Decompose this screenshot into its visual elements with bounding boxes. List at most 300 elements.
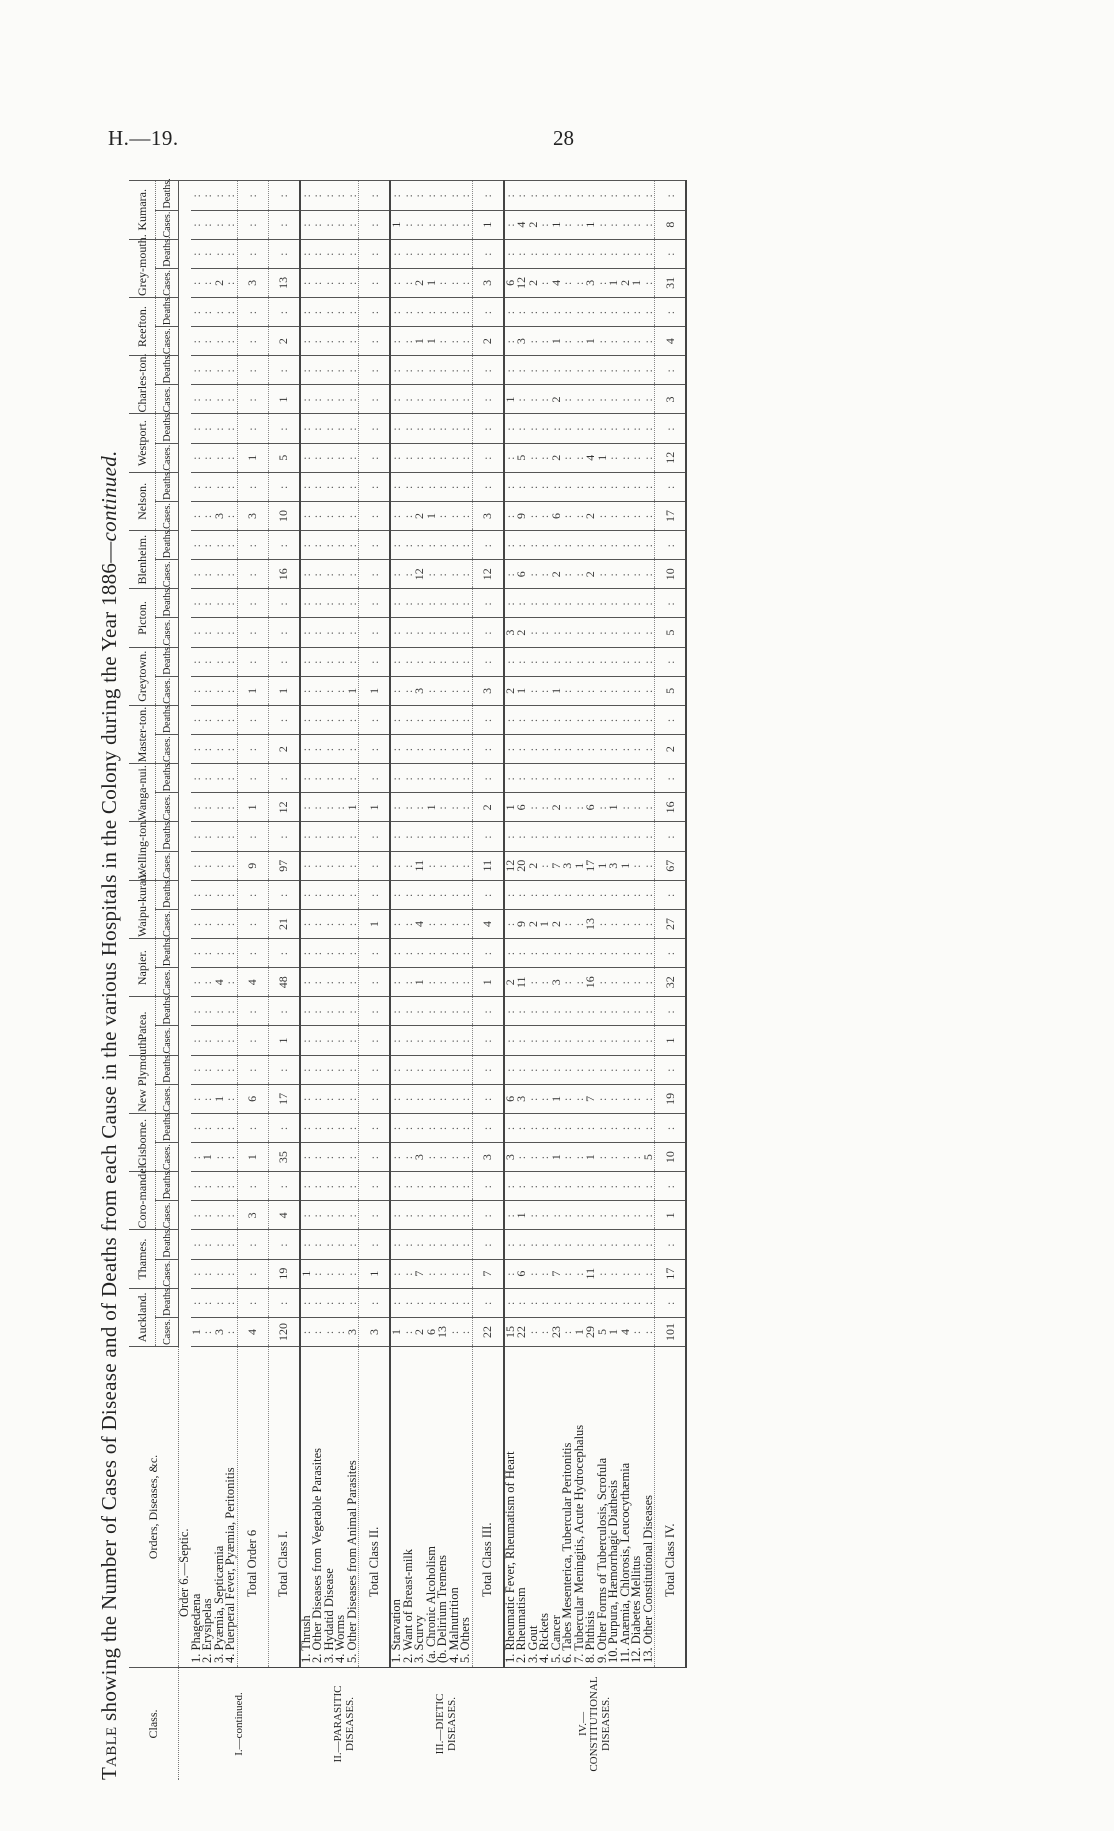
deaths-cell: : — [516, 1172, 528, 1201]
deaths-cell: : — [516, 764, 528, 793]
deaths-cell: : — [214, 239, 226, 268]
cases-cell: : — [643, 735, 655, 764]
cases-cell: : — [335, 385, 347, 414]
deaths-cell: : — [585, 1230, 597, 1259]
deaths-cell: : — [324, 1230, 336, 1259]
cases-cell: : — [324, 1259, 336, 1288]
cases-cell: 7 — [551, 1259, 563, 1288]
cases-cell: : — [620, 1026, 632, 1055]
deaths-cell: : — [528, 705, 540, 734]
deaths-cell: : — [390, 997, 403, 1026]
total-row — [359, 181, 391, 1781]
document-code: H.—19. — [108, 126, 179, 150]
deaths-cell: : — [539, 1230, 551, 1259]
cases-cell: 7 — [414, 1259, 426, 1288]
deaths-cell: : — [359, 1172, 391, 1201]
cases-cell: 2 — [551, 443, 563, 472]
cases-cell: 1 — [608, 268, 620, 297]
deaths-cell: : — [516, 181, 528, 211]
cases-cell: : — [237, 385, 268, 414]
deaths-cell: : — [449, 1113, 461, 1142]
deaths-cell: : — [312, 239, 324, 268]
cases-cell: : — [551, 735, 563, 764]
cases-cell: : — [202, 735, 214, 764]
deaths-cell: : — [655, 997, 687, 1026]
cases-cell: : — [574, 793, 586, 822]
cases-cell: : — [225, 1143, 237, 1172]
cases-cell: 13 — [585, 909, 597, 938]
cases-cell: 12 — [414, 560, 426, 589]
deaths-cell: : — [539, 181, 551, 211]
cases-cell: : — [539, 385, 551, 414]
cases-cell: 3 — [237, 268, 268, 297]
deaths-subheader: Deaths. — [156, 822, 179, 851]
deaths-cell: : — [268, 356, 300, 385]
cases-subheader: Cases. — [156, 1084, 179, 1113]
deaths-cell: : — [620, 531, 632, 560]
deaths-cell: : — [225, 880, 237, 909]
deaths-cell: : — [597, 239, 609, 268]
cases-cell: : — [225, 909, 237, 938]
deaths-cell: : — [528, 589, 540, 618]
order-label: Order 6.—Septic. — [179, 181, 191, 1668]
cases-cell: 12 — [504, 851, 517, 880]
cases-cell: : — [437, 1143, 449, 1172]
cases-cell: : — [631, 1201, 643, 1230]
deaths-cell: : — [608, 414, 620, 443]
cases-cell: : — [312, 676, 324, 705]
deaths-cell: : — [202, 239, 214, 268]
cases-cell: : — [643, 1201, 655, 1230]
deaths-cell: : — [359, 472, 391, 501]
deaths-cell: : — [562, 1055, 574, 1084]
cases-cell: 32 — [655, 968, 687, 997]
deaths-cell: : — [437, 414, 449, 443]
deaths-cell: : — [437, 1230, 449, 1259]
deaths-cell: : — [359, 1230, 391, 1259]
deaths-cell: : — [324, 414, 336, 443]
deaths-cell: : — [347, 939, 359, 968]
cases-cell: : — [403, 1026, 415, 1055]
cases-cell: : — [403, 501, 415, 530]
deaths-cell: : — [562, 822, 574, 851]
deaths-cell: : — [597, 880, 609, 909]
deaths-cell: : — [268, 647, 300, 676]
deaths-cell: : — [460, 997, 472, 1026]
cases-cell: : — [390, 327, 403, 356]
cases-cell: 1 — [237, 793, 268, 822]
cases-cell: 2 — [528, 851, 540, 880]
deaths-cell: : — [335, 414, 347, 443]
cases-cell: : — [202, 268, 214, 297]
deaths-cell: : — [472, 1113, 504, 1142]
cases-cell: 6 — [237, 1084, 268, 1113]
deaths-cell: : — [528, 414, 540, 443]
deaths-cell: : — [390, 705, 403, 734]
deaths-cell: : — [437, 1288, 449, 1317]
deaths-cell: : — [608, 822, 620, 851]
cases-cell: 6 — [504, 268, 517, 297]
cases-cell: 1 — [585, 1143, 597, 1172]
cases-cell: : — [324, 793, 336, 822]
deaths-cell: : — [562, 880, 574, 909]
cases-cell: 1 — [202, 1143, 214, 1172]
cases-cell: : — [347, 560, 359, 589]
cases-cell: 4 — [655, 327, 687, 356]
cases-subheader: Cases. — [156, 268, 179, 297]
cases-cell: : — [437, 210, 449, 239]
deaths-cell: : — [631, 181, 643, 211]
cases-cell: : — [437, 909, 449, 938]
cases-cell: : — [214, 385, 226, 414]
disease-label: (a. Chronic Alcoholism — [426, 1347, 438, 1668]
deaths-cell: : — [504, 1055, 517, 1084]
cases-cell: 12 — [268, 793, 300, 822]
deaths-cell: : — [528, 531, 540, 560]
deaths-cell: : — [300, 356, 313, 385]
deaths-cell: : — [516, 1113, 528, 1142]
cases-cell: 17 — [655, 1259, 687, 1288]
deaths-cell: : — [312, 297, 324, 326]
deaths-cell: : — [597, 589, 609, 618]
deaths-cell: : — [585, 472, 597, 501]
deaths-cell: : — [655, 705, 687, 734]
deaths-cell: : — [214, 1055, 226, 1084]
deaths-cell: : — [585, 589, 597, 618]
deaths-cell: : — [504, 1172, 517, 1201]
cases-cell: : — [449, 968, 461, 997]
deaths-cell: : — [472, 822, 504, 851]
deaths-cell: : — [620, 822, 632, 851]
cases-cell: : — [608, 560, 620, 589]
cases-cell: : — [528, 327, 540, 356]
cases-cell: 48 — [268, 968, 300, 997]
disease-label: 11. Anæmia, Chlorosis, Leucocythæmia — [620, 1347, 632, 1668]
deaths-cell: : — [191, 1113, 203, 1142]
cases-cell: 9 — [516, 501, 528, 530]
deaths-cell: : — [574, 939, 586, 968]
cases-cell: : — [574, 501, 586, 530]
cases-cell: : — [312, 1026, 324, 1055]
cases-cell: : — [620, 501, 632, 530]
cases-cell: 3 — [472, 268, 504, 297]
cases-cell: : — [449, 268, 461, 297]
cases-cell: : — [620, 618, 632, 647]
cases-cell: : — [574, 268, 586, 297]
deaths-cell: : — [312, 997, 324, 1026]
cases-cell: : — [347, 851, 359, 880]
deaths-cell: : — [460, 181, 472, 211]
deaths-cell: : — [347, 1172, 359, 1201]
deaths-cell: : — [620, 1055, 632, 1084]
deaths-cell: : — [449, 764, 461, 793]
cases-cell: : — [359, 735, 391, 764]
deaths-cell: : — [403, 1172, 415, 1201]
cases-cell: : — [449, 851, 461, 880]
cases-cell: 3 — [608, 851, 620, 880]
cases-cell: : — [608, 968, 620, 997]
cases-cell: : — [324, 1026, 336, 1055]
cases-cell: : — [437, 1026, 449, 1055]
cases-cell: : — [312, 385, 324, 414]
deaths-cell: : — [414, 472, 426, 501]
cases-cell: : — [335, 793, 347, 822]
cases-cell: : — [225, 676, 237, 705]
cases-cell: : — [312, 618, 324, 647]
deaths-cell: : — [516, 1055, 528, 1084]
deaths-cell: : — [347, 997, 359, 1026]
cases-subheader: Cases. — [156, 909, 179, 938]
deaths-cell: : — [620, 239, 632, 268]
cases-cell: : — [403, 735, 415, 764]
deaths-cell: : — [528, 297, 540, 326]
cases-cell: : — [449, 618, 461, 647]
deaths-cell: : — [214, 880, 226, 909]
cases-cell: : — [403, 1259, 415, 1288]
cases-cell: : — [214, 1259, 226, 1288]
cases-cell: : — [214, 851, 226, 880]
cases-cell: 4 — [516, 210, 528, 239]
deaths-cell: : — [191, 356, 203, 385]
cases-cell: 3 — [414, 1143, 426, 1172]
deaths-cell: : — [312, 647, 324, 676]
cases-cell: : — [539, 676, 551, 705]
deaths-cell: : — [551, 880, 563, 909]
deaths-cell: : — [631, 1055, 643, 1084]
cases-cell: 3 — [472, 676, 504, 705]
table-title — [97, 180, 122, 1780]
cases-cell: : — [574, 618, 586, 647]
cases-cell: : — [312, 1259, 324, 1288]
cases-cell: 4 — [620, 1317, 632, 1346]
deaths-cell: : — [214, 356, 226, 385]
deaths-cell: : — [460, 647, 472, 676]
cases-cell: : — [324, 560, 336, 589]
cases-cell: 13 — [437, 1317, 449, 1346]
cases-cell: 1 — [516, 1201, 528, 1230]
deaths-cell: : — [551, 239, 563, 268]
deaths-cell: : — [202, 589, 214, 618]
deaths-cell: : — [631, 239, 643, 268]
deaths-cell: : — [608, 939, 620, 968]
deaths-cell: : — [585, 1288, 597, 1317]
cases-cell: : — [191, 327, 203, 356]
cases-cell: : — [620, 210, 632, 239]
cases-cell: : — [191, 385, 203, 414]
cases-cell: : — [539, 735, 551, 764]
cases-cell: : — [504, 210, 517, 239]
deaths-cell: : — [414, 1113, 426, 1142]
cases-cell: : — [335, 735, 347, 764]
deaths-cell: : — [347, 1113, 359, 1142]
cases-cell: : — [426, 676, 438, 705]
cases-cell: : — [631, 793, 643, 822]
deaths-cell: : — [359, 997, 391, 1026]
cases-cell: : — [403, 443, 415, 472]
cases-cell: 29 — [585, 1317, 597, 1346]
deaths-cell: : — [539, 589, 551, 618]
deaths-cell: : — [225, 589, 237, 618]
cases-cell: : — [202, 618, 214, 647]
cases-cell: : — [324, 1201, 336, 1230]
deaths-cell: : — [528, 880, 540, 909]
deaths-cell: : — [426, 997, 438, 1026]
total-row — [472, 181, 504, 1781]
cases-cell: 13 — [268, 268, 300, 297]
cases-cell: 10 — [655, 1143, 687, 1172]
deaths-cell: : — [403, 997, 415, 1026]
cases-cell: : — [191, 443, 203, 472]
deaths-cell: : — [460, 880, 472, 909]
deaths-cell: : — [574, 1172, 586, 1201]
deaths-cell: : — [347, 297, 359, 326]
deaths-cell: : — [655, 239, 687, 268]
deaths-cell: : — [225, 239, 237, 268]
cases-cell: : — [643, 385, 655, 414]
deaths-cell: : — [562, 939, 574, 968]
deaths-cell: : — [335, 356, 347, 385]
cases-cell: : — [312, 968, 324, 997]
cases-cell: : — [312, 268, 324, 297]
cases-cell: : — [504, 735, 517, 764]
deaths-cell: : — [504, 764, 517, 793]
deaths-cell: : — [312, 822, 324, 851]
cases-cell: : — [237, 210, 268, 239]
deaths-cell: : — [324, 297, 336, 326]
cases-cell: 2 — [551, 385, 563, 414]
cases-cell: : — [504, 1201, 517, 1230]
deaths-cell: : — [585, 181, 597, 211]
cases-cell: : — [504, 1259, 517, 1288]
cases-cell: : — [516, 385, 528, 414]
cases-cell: : — [359, 968, 391, 997]
deaths-cell: : — [460, 939, 472, 968]
disease-label: 2. Rheumatism — [516, 1347, 528, 1668]
deaths-cell: : — [562, 531, 574, 560]
cases-cell: : — [472, 1084, 504, 1113]
deaths-cell: : — [426, 356, 438, 385]
cases-cell: : — [403, 618, 415, 647]
deaths-cell: : — [347, 1055, 359, 1084]
cases-cell: 27 — [655, 909, 687, 938]
cases-cell: : — [449, 1259, 461, 1288]
cases-cell: : — [539, 501, 551, 530]
deaths-cell: : — [516, 356, 528, 385]
cases-cell: : — [214, 1026, 226, 1055]
cases-cell: 2 — [655, 735, 687, 764]
deaths-cell: : — [620, 1113, 632, 1142]
cases-cell: : — [403, 909, 415, 938]
cases-cell: 4 — [414, 909, 426, 938]
cases-cell: 1 — [585, 327, 597, 356]
cases-cell: 6 — [516, 560, 528, 589]
deaths-cell: : — [202, 939, 214, 968]
deaths-cell: : — [214, 1172, 226, 1201]
deaths-cell: : — [300, 1288, 313, 1317]
cases-cell: 5 — [516, 443, 528, 472]
deaths-cell: : — [390, 472, 403, 501]
cases-cell: : — [414, 443, 426, 472]
cases-cell: 1 — [359, 676, 391, 705]
deaths-cell: : — [426, 705, 438, 734]
cases-cell: : — [225, 385, 237, 414]
deaths-cell: : — [449, 1230, 461, 1259]
cases-cell: : — [191, 1026, 203, 1055]
cases-cell: : — [359, 1201, 391, 1230]
deaths-cell: : — [631, 1172, 643, 1201]
cases-cell: 11 — [585, 1259, 597, 1288]
cases-cell: : — [437, 618, 449, 647]
deaths-cell: : — [516, 647, 528, 676]
cases-cell: : — [237, 327, 268, 356]
cases-cell: : — [403, 327, 415, 356]
deaths-cell: : — [504, 589, 517, 618]
cases-cell: : — [225, 851, 237, 880]
cases-cell: : — [528, 501, 540, 530]
cases-cell: 1 — [574, 851, 586, 880]
table-row — [347, 181, 359, 1781]
cases-cell: 5 — [655, 618, 687, 647]
cases-cell: : — [268, 210, 300, 239]
deaths-cell: : — [504, 647, 517, 676]
deaths-cell: : — [359, 531, 391, 560]
cases-cell: : — [191, 501, 203, 530]
cases-cell: : — [562, 210, 574, 239]
deaths-cell: : — [426, 1113, 438, 1142]
cases-cell: : — [214, 560, 226, 589]
cases-cell: : — [460, 385, 472, 414]
cases-cell: : — [390, 1143, 403, 1172]
cases-subheader: Cases. — [156, 1201, 179, 1230]
hospital-statistics-table — [129, 180, 687, 1780]
deaths-cell: : — [460, 239, 472, 268]
cases-cell: : — [539, 618, 551, 647]
deaths-cell: : — [202, 1230, 214, 1259]
deaths-cell: : — [390, 356, 403, 385]
cases-cell: 2 — [585, 501, 597, 530]
deaths-cell: : — [214, 472, 226, 501]
deaths-cell: : — [414, 181, 426, 211]
cases-cell: : — [347, 443, 359, 472]
cases-cell: 1 — [551, 1143, 563, 1172]
deaths-cell: : — [539, 764, 551, 793]
cases-cell: : — [551, 1201, 563, 1230]
cases-cell: : — [202, 1084, 214, 1113]
cases-cell: : — [562, 268, 574, 297]
cases-cell: 3 — [516, 327, 528, 356]
cases-cell: 1 — [655, 1201, 687, 1230]
cases-cell: 1 — [347, 793, 359, 822]
deaths-cell: : — [300, 1172, 313, 1201]
cases-cell: : — [631, 327, 643, 356]
cases-cell: : — [504, 560, 517, 589]
deaths-cell: : — [390, 1172, 403, 1201]
deaths-cell: : — [504, 356, 517, 385]
cases-cell: 2 — [414, 268, 426, 297]
cases-cell: 2 — [528, 268, 540, 297]
cases-cell: : — [191, 618, 203, 647]
cases-cell: : — [237, 1259, 268, 1288]
deaths-cell: : — [585, 1055, 597, 1084]
deaths-cell: : — [312, 880, 324, 909]
cases-cell: : — [214, 210, 226, 239]
cases-cell: : — [300, 1084, 313, 1113]
deaths-cell: : — [426, 531, 438, 560]
deaths-cell: : — [620, 880, 632, 909]
cases-cell: : — [359, 1143, 391, 1172]
cases-cell: : — [562, 793, 574, 822]
cases-cell: : — [539, 851, 551, 880]
